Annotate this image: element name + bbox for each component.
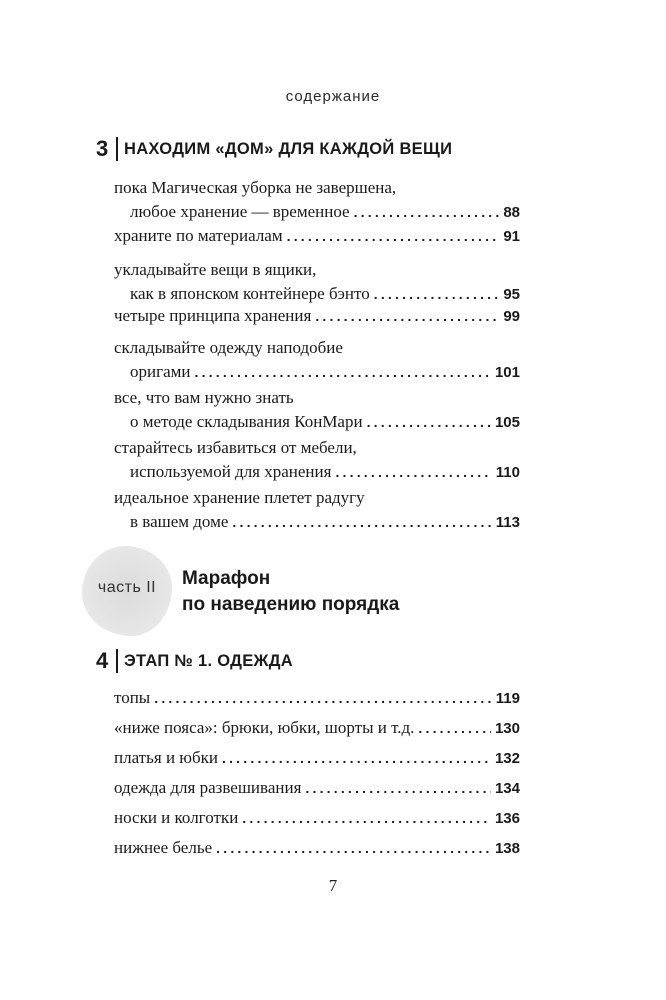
toc-entry[interactable]: [114, 486, 520, 534]
page-number: 105: [494, 414, 520, 431]
running-head: содержание: [285, 88, 381, 105]
toc-entry-line: старайтесь избавиться от мебели,: [114, 438, 357, 457]
leader-dots: [418, 716, 491, 740]
chapter-divider: [116, 649, 118, 673]
chapter-divider: [116, 137, 118, 161]
toc-entry-line: топы: [114, 688, 151, 707]
leader-dots: [335, 460, 491, 484]
toc-entry[interactable]: [114, 836, 520, 860]
chapter-4-heading: [96, 648, 293, 674]
leader-dots: [287, 224, 500, 248]
toc-entry-line: складывайте одежду наподобие: [114, 338, 343, 357]
toc-entry-line: как в японском контейнере бэнто: [130, 284, 370, 303]
toc-entry[interactable]: [114, 746, 520, 770]
leader-dots: [222, 746, 491, 770]
toc-entry[interactable]: [114, 806, 520, 830]
part-title-line: по наведению порядка: [182, 594, 400, 615]
toc-entry-line: идеальное хранение плетет радугу: [114, 488, 365, 507]
toc-entry-line: платья и юбки: [114, 748, 218, 767]
page-number: 110: [495, 464, 520, 481]
page-number: 95: [503, 286, 520, 303]
part-label: часть II: [97, 579, 157, 596]
toc-entry[interactable]: [114, 716, 520, 740]
leader-dots: [354, 200, 500, 224]
toc-entry-line: используемой для хранения: [130, 462, 332, 481]
toc-entry-line: пока Магическая уборка не завершена,: [114, 178, 397, 197]
page-number: 91: [503, 228, 520, 245]
page-number: 132: [494, 750, 520, 767]
chapter-number: 4: [96, 648, 109, 673]
chapter-title: ЭТАП № 1. ОДЕЖДА: [124, 651, 294, 670]
toc-entry[interactable]: [114, 386, 520, 434]
leader-dots: [242, 806, 491, 830]
page-number: 113: [495, 514, 520, 531]
leader-dots: [216, 836, 491, 860]
leader-dots: [154, 686, 492, 710]
page-folio: 7: [328, 876, 338, 895]
leader-dots: [315, 304, 499, 328]
leader-dots: [305, 776, 491, 800]
toc-entry[interactable]: [114, 776, 520, 800]
toc-entry[interactable]: [114, 176, 520, 224]
leader-dots: [194, 360, 490, 384]
toc-entry-line: «ниже пояса»: брюки, юбки, шорты и т.д.: [114, 718, 415, 737]
page-number: 138: [494, 840, 520, 857]
toc-entry-line: храните по материалам: [114, 226, 283, 245]
page-number: 101: [494, 364, 520, 381]
chapter-title: НАХОДИМ «ДОМ» ДЛЯ КАЖДОЙ ВЕЩИ: [124, 139, 453, 158]
toc-entry[interactable]: [114, 336, 520, 384]
chapter-3-heading: [96, 136, 452, 162]
part-heading: [82, 546, 542, 636]
toc-entry-line: носки и колготки: [114, 808, 239, 827]
page-number: 99: [503, 308, 520, 325]
toc-entry-line: оригами: [130, 362, 191, 381]
toc-entry[interactable]: [114, 258, 520, 306]
leader-dots: [232, 510, 491, 534]
page-number: 130: [494, 720, 520, 737]
toc-entry-line: все, что вам нужно знать: [114, 388, 294, 407]
toc-entry-line: любое хранение — временное: [130, 202, 350, 221]
toc-entry-line: укладывайте вещи в ящики,: [114, 260, 317, 279]
toc-entry[interactable]: [114, 686, 520, 710]
page-number: 134: [494, 780, 520, 797]
leader-dots: [367, 410, 491, 434]
toc-entry[interactable]: [114, 304, 520, 328]
page-number: 119: [495, 690, 520, 707]
part-title-line: Марафон: [182, 568, 271, 589]
toc-entry[interactable]: [114, 436, 520, 484]
chapter-number: 3: [96, 136, 109, 161]
toc-entry-line: о методе складывания КонМари: [130, 412, 363, 431]
leader-dots: [374, 282, 500, 306]
toc-entry[interactable]: [114, 224, 520, 248]
part-title: [182, 566, 399, 618]
toc-entry-line: одежда для развешивания: [114, 778, 302, 797]
toc-entry-line: четыре принципа хранения: [114, 306, 312, 325]
page-number: 136: [494, 810, 520, 827]
page-number: 88: [503, 204, 520, 221]
toc-entry-line: нижнее белье: [114, 838, 213, 857]
toc-entry-line: в вашем доме: [130, 512, 229, 531]
